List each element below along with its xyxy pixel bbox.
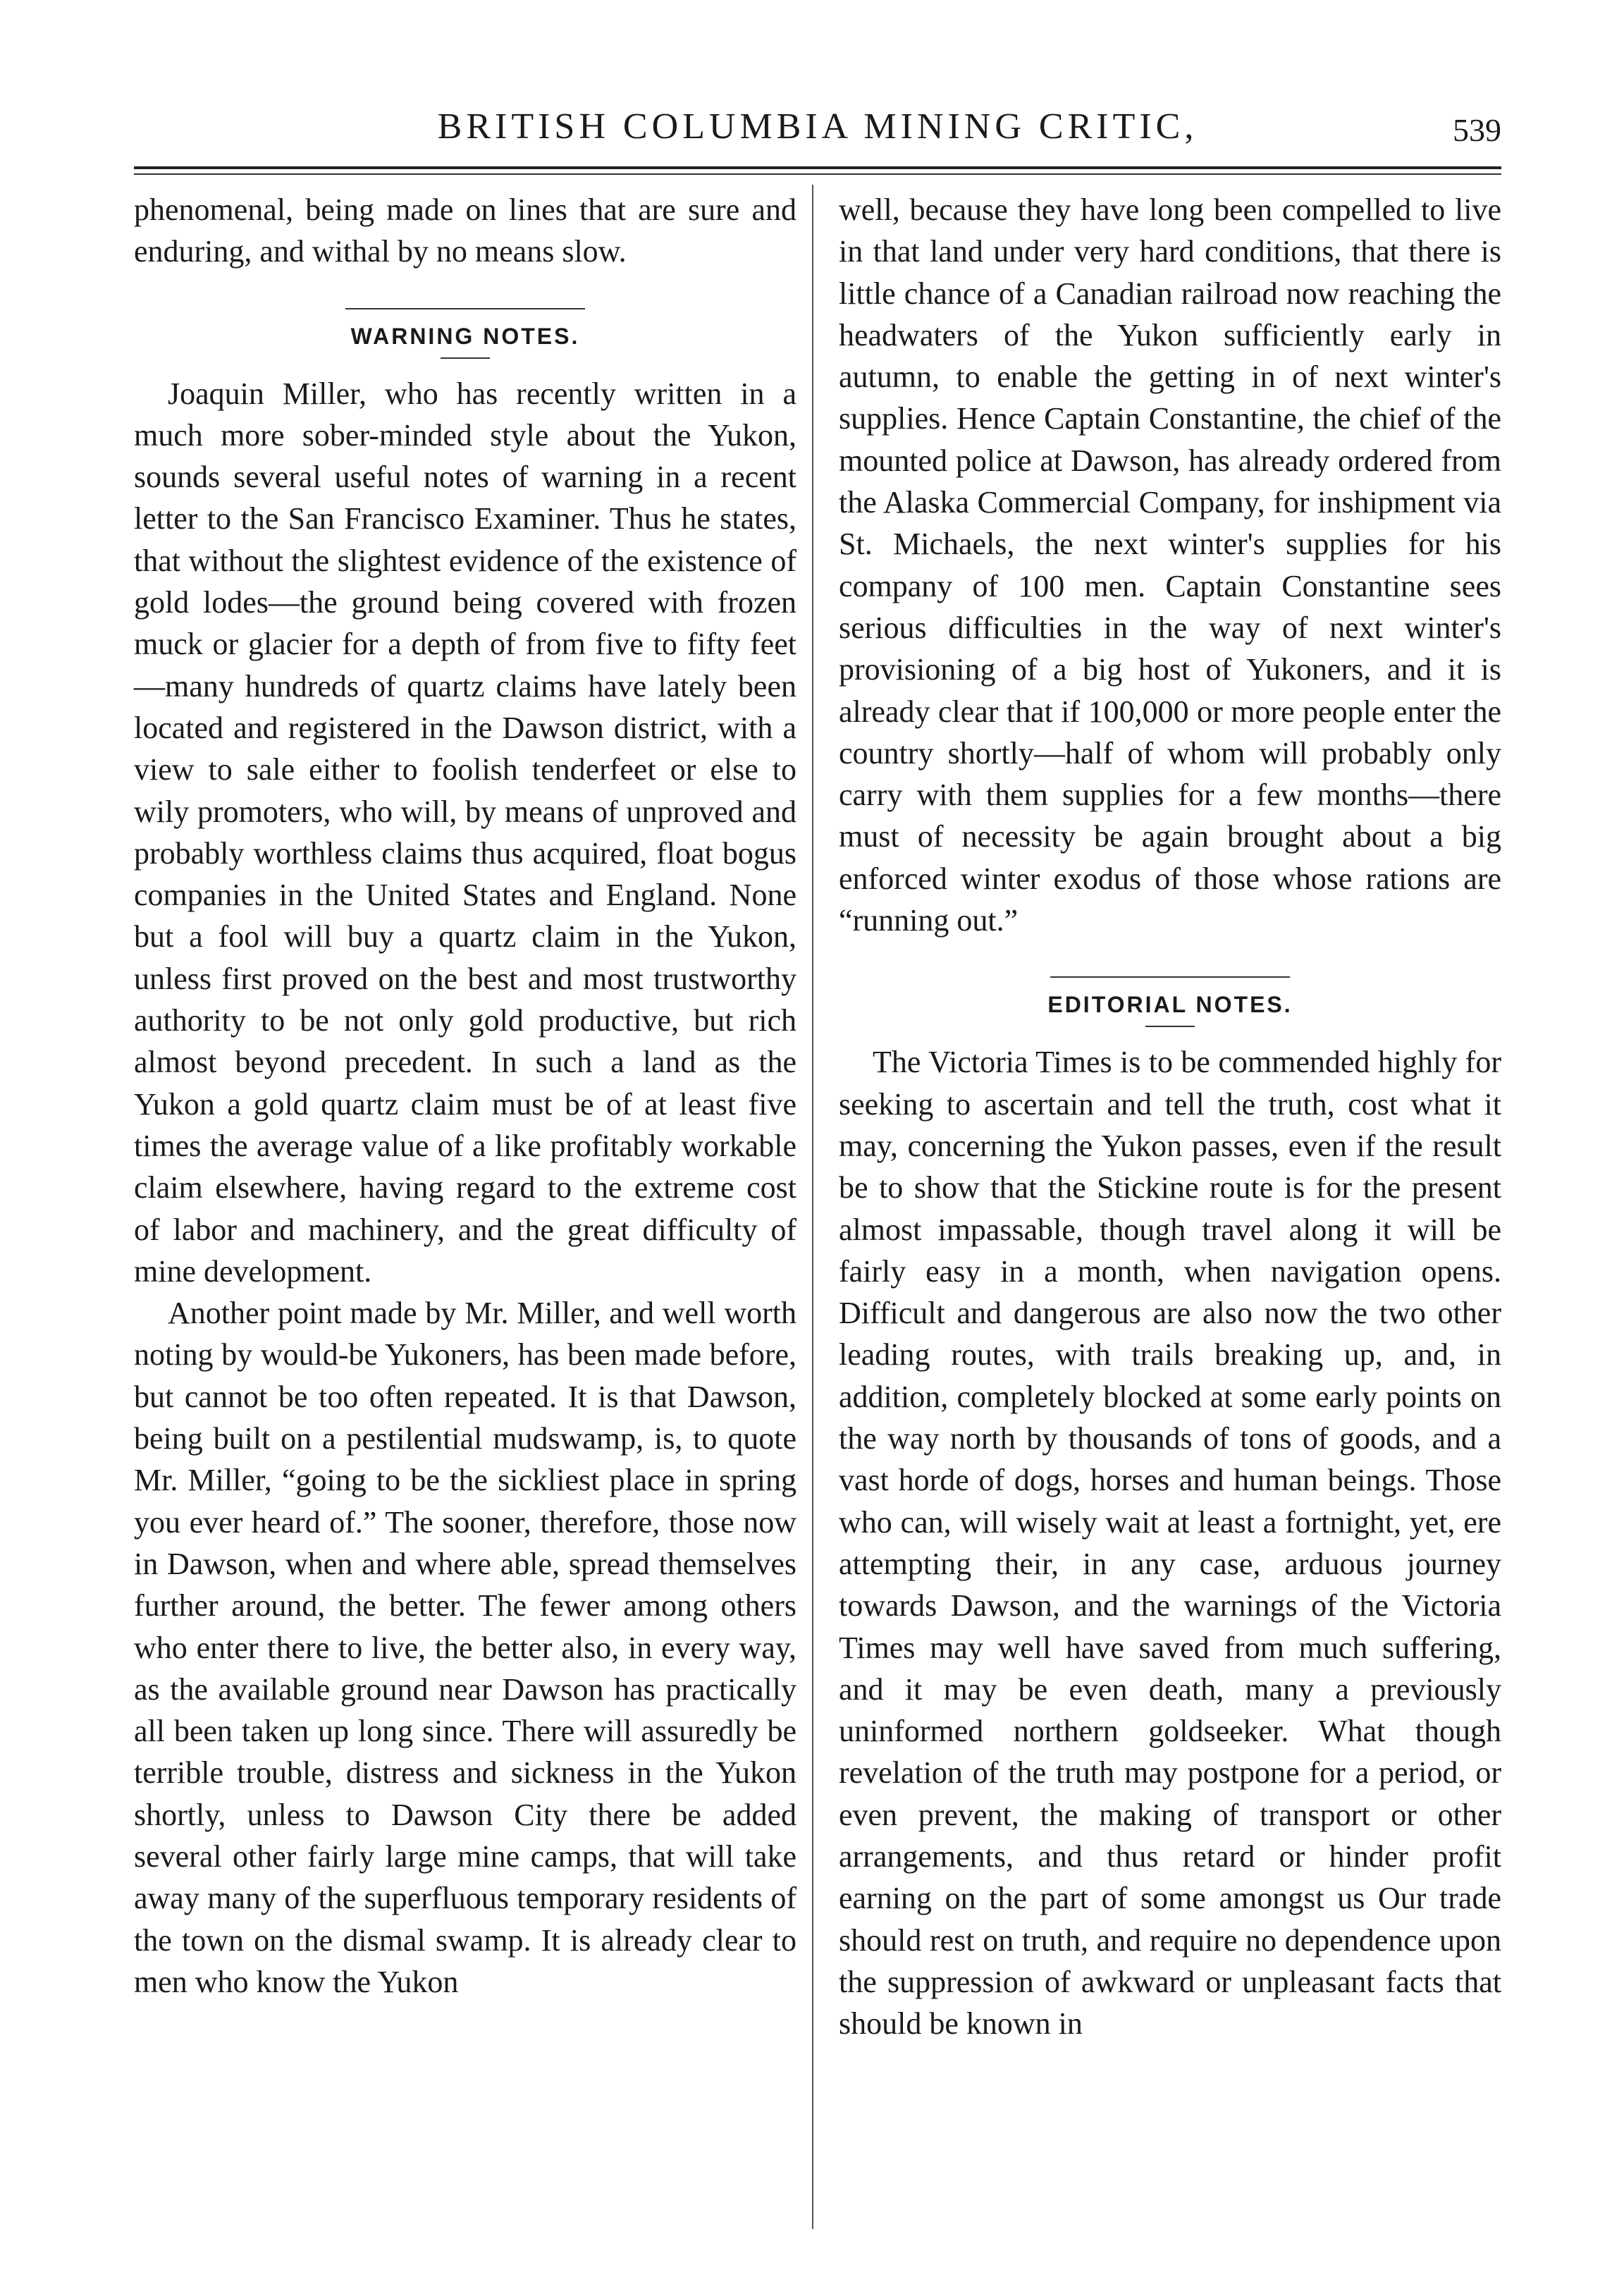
article-paragraph: Another point made by Mr. Miller, and well worth noting by would-be Yukoners, has been made before, but cannot be too often repeated. It is that Dawson, being built on a pestilential mudswamp, is, to quote Mr. Miller, “going to be the sickliest place in spring you ever heard of.” The sooner, therefore, those now in Dawson, when and where able, spread themselves further around, the better. The fewer among others who enter there to live, the better also, in every way, as the available ground near Dawson has practically all been taken up long since. There will assuredly be terrible trouble, distress and sickness in the Yukon shortly, unless to Dawson City there be added several other fairly large mine camps, that will take away many of the superfluous temporary residents of the town on the dismal swamp. It is already clear to men who know the Yukon: [134, 1296, 796, 1999]
article-paragraph: The Victoria Times is to be commended highly for seeking to ascertain and tell the truth, cost what it may, concerning the Yukon passes, even if the result be to show that the Stickine route is for the present almost impassable, though travel along it will be fairly easy in a month, when navigation opens. Difficult and dangerous are also now the two other leading routes, with trails breaking up, and, in addition, completely blocked at some early points on the way north by thousands of tons of goods, and a vast horde of dogs, horses and human beings. Those who can, will wisely wait at least a fortnight, yet, ere attempting their, in any case, arduous journey towards Dawson, and the warnings of the Victoria Times may well have saved from much suffering, and it may be even death, many a previously uninformed northern goldseeker. What though revelation of the truth may postpone for a period, or even prevent, the making of transport or other arrangements, and thus retard or hinder profit earning on the part of some amongst us Our trade should rest on truth, and require no dependence upon the suppression of awkward or unpleasant facts that should be known in: [839, 1045, 1501, 2042]
continued-paragraph: well, because they have long been compelled to live in that land under very hard conditions, that there is little chance of a Canadian railroad now reaching the headwaters of the Yukon sufficiently early in autumn, to enable the getting in of next winter's supplies. Hence Captain Constantine, the chief of the mounted police at Dawson, has already ordered from the Alaska Commercial Company, for inshipment via St. Michaels, the next winter's supplies for his company of 100 men. Captain Constantine sees serious difficulties in the way of next winter's provisioning of a big host of Yukoners, and it is already clear that if 100,000 or more people enter the country shortly—half of whom will probably only carry with them supplies for a few months—there must of necessity be again brought about a big enforced winter exodus of those whose rations are “running out.”: [839, 192, 1501, 938]
section-title-rule: [441, 357, 490, 359]
running-head: BRITISH COLUMBIA MINING CRITIC,: [437, 106, 1198, 147]
section-title: WARNING NOTES.: [350, 323, 580, 349]
left-column: [134, 189, 796, 2003]
section-heading-editorial-notes: [839, 941, 1501, 1041]
header-rule-thick: [134, 166, 1501, 169]
section-heading-warning-notes: [134, 273, 796, 373]
page-header: [134, 106, 1501, 169]
article-paragraph: Joaquin Miller, who has recently written in a much more sober-minded style about the Yukon, sounds several useful notes of warning in a recent letter to the San Francisco Examiner. Thus he states, that without the slightest evidence of the existence of gold lodes—the ground being covered with frozen muck or glacier for a depth of from five to fifty feet—many hundreds of quartz claims have lately been located and registered in the Dawson district, with a view to sale either to foolish tenderfeet or else to wily promoters, who will, by means of unproved and probably worthless claims thus acquired, float bogus companies in the United States and England. None but a fool will buy a quartz claim in the Yukon, unless first proved on the best and most trustworthy authority to be not only gold productive, but rich almost beyond precedent. In such a land as the Yukon a gold quartz claim must be of at least five times the average value of a like profitably workable claim elsewhere, having regard to the extreme cost of labor and machinery, and the great difficulty of mine development.: [134, 376, 796, 1289]
section-divider: [1050, 976, 1290, 978]
section-title: EDITORIAL NOTES.: [1047, 992, 1293, 1018]
column-divider: [812, 185, 813, 2229]
header-rule-thin: [134, 173, 1501, 175]
right-column: [839, 189, 1501, 2044]
continued-paragraph: phenomenal, being made on lines that are sure and enduring, and withal by no means slow.: [134, 192, 796, 269]
section-title-rule: [1145, 1026, 1195, 1027]
page-number: 539: [1453, 112, 1501, 148]
section-divider: [345, 308, 585, 309]
